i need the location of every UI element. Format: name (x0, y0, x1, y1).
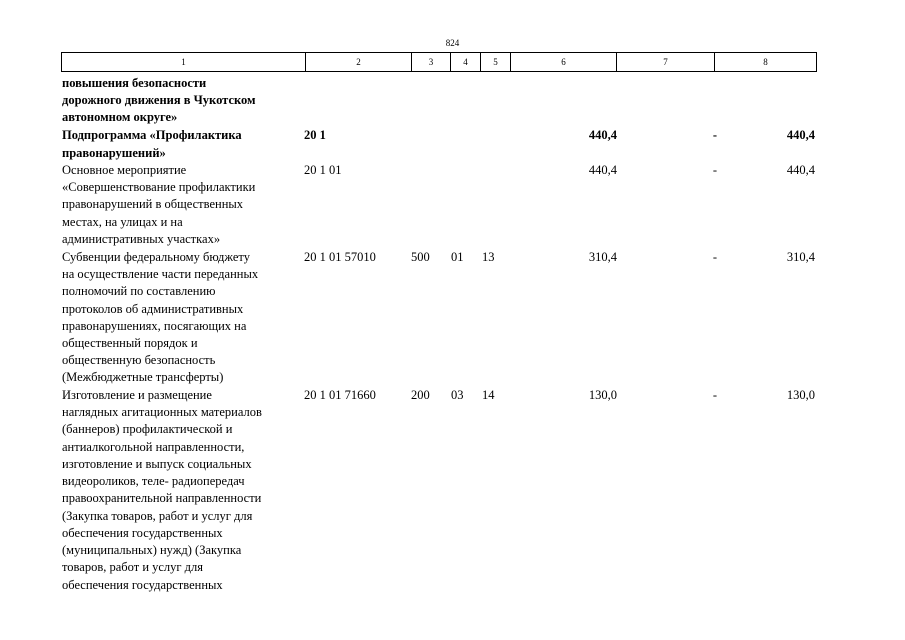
row-sum: 130,0 (588, 388, 617, 402)
row-name-line: административных участках» (62, 232, 221, 246)
row-name-line: Основное мероприятие (62, 163, 187, 177)
row-name-line: обеспечения государственных (62, 578, 223, 592)
row-name-line: наглядных агитационных материалов (62, 405, 262, 419)
row-name-line: (Межбюджетные трансферты) (62, 370, 224, 384)
row-name-line: Подпрограмма «Профилактика (62, 128, 242, 142)
row-name-line: изготовление и выпуск социальных (62, 457, 252, 471)
row-name-line: полномочий по составлению (62, 284, 216, 298)
row-name-line: (муниципальных) нужд) (Закупка (62, 543, 242, 557)
row-name-line: дорожного движения в Чукотском (62, 93, 256, 107)
row-name-line: автономном округе» (62, 110, 178, 124)
row-vr: 500 (411, 250, 430, 264)
row-name-line: товаров, работ и услуг для (62, 560, 204, 574)
row-code: 20 1 01 (304, 163, 342, 177)
row-dash: - (712, 388, 718, 402)
row-name-line: правонарушений в общественных (62, 197, 244, 211)
row-pr: 14 (482, 388, 495, 402)
row-rz: 01 (451, 250, 464, 264)
row-name-line: правонарушениях, посягающих на (62, 319, 247, 333)
row-name-line: антиалкогольной направленности, (62, 440, 245, 454)
row-code: 20 1 (304, 128, 326, 142)
row-name-line: обеспечения государственных (62, 526, 223, 540)
row-name-line: правонарушений» (62, 146, 166, 160)
row-name-line: Субвенции федеральному бюджету (62, 250, 250, 264)
row-code: 20 1 01 57010 (304, 250, 376, 264)
row-pr: 13 (482, 250, 495, 264)
row-name-line: протоколов об административных (62, 302, 244, 316)
row-name-line: (баннеров) профилактической и (62, 422, 233, 436)
row-dash: - (712, 163, 718, 177)
column-header-5: 5 (481, 53, 511, 71)
row-name-line: «Совершенствование профилактики (62, 180, 256, 194)
row-name-line: общественную безопасность (62, 353, 216, 367)
row-dash: - (712, 250, 718, 264)
column-header-2: 2 (306, 53, 412, 71)
column-header-1: 1 (62, 53, 306, 71)
row-name-line: общественный порядок и (62, 336, 198, 350)
row-total: 310,4 (786, 250, 815, 264)
row-sum: 310,4 (588, 250, 617, 264)
row-code: 20 1 01 71660 (304, 388, 376, 402)
row-vr: 200 (411, 388, 430, 402)
row-name-line: на осуществление части переданных (62, 267, 259, 281)
row-name-line: Изготовление и размещение (62, 388, 212, 402)
row-sum: 440,4 (588, 163, 617, 177)
row-dash: - (712, 128, 718, 142)
row-total: 130,0 (786, 388, 815, 402)
row-name-line: видеороликов, теле- радиопередач (62, 474, 245, 488)
column-header-4: 4 (451, 53, 481, 71)
row-name-line: местах, на улицах и на (62, 215, 183, 229)
page-number: 824 (445, 38, 460, 48)
row-rz: 03 (451, 388, 464, 402)
row-total: 440,4 (786, 128, 815, 142)
column-header-7: 7 (617, 53, 715, 71)
column-header-8: 8 (763, 57, 768, 67)
row-name-line: правоохранительной направленности (62, 491, 262, 505)
column-header-3: 3 (412, 53, 451, 71)
row-name-line: повышения безопасности (62, 76, 207, 90)
row-name-line: (Закупка товаров, работ и услуг для (62, 509, 253, 523)
row-sum: 440,4 (588, 128, 617, 142)
column-header-6: 6 (511, 53, 617, 71)
row-total: 440,4 (786, 163, 815, 177)
